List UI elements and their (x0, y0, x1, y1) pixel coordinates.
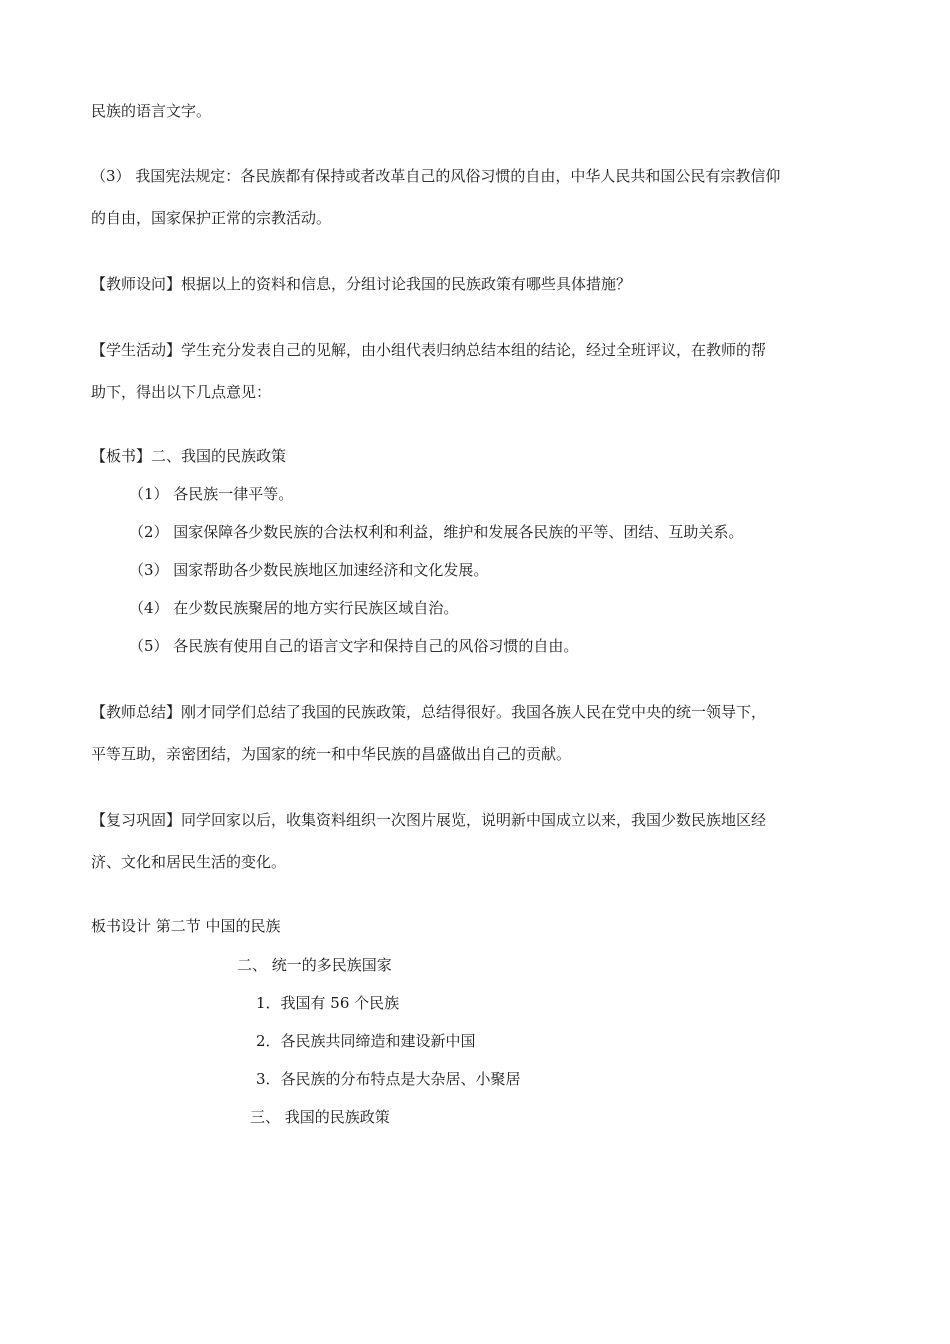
policy-item: （5） 各民族有使用自己的语言文字和保持自己的风俗习惯的自由。 (129, 637, 579, 655)
board-design-section-3: 三、 我国的民族政策 (250, 1108, 390, 1126)
board-design-item: 1．我国有 56 个民族 (256, 994, 400, 1012)
teacher-summary-line-1: 【教师总结】刚才同学们总结了我国的民族政策，总结得很好。我国各族人民在党中央的统一领导下， (91, 703, 767, 721)
teacher-summary-line-2: 平等互助，亲密团结，为国家的统一和中华民族的昌盛做出自己的贡献。 (91, 745, 572, 763)
board-heading: 【板书】二、我国的民族政策 (91, 447, 287, 465)
constitution-paragraph-line-2: 的自由，国家保护正常的宗教活动。 (91, 209, 332, 227)
review-line-2: 济、文化和居民生活的变化。 (91, 853, 287, 871)
board-design-section-2: 二、 统一的多民族国家 (237, 956, 392, 974)
board-design-title: 板书设计 第二节 中国的民族 (91, 917, 281, 935)
policy-item: （1） 各民族一律平等。 (129, 485, 294, 503)
review-line-1: 【复习巩固】同学回家以后，收集资料组织一次图片展览，说明新中国成立以来，我国少数民族地区经 (91, 811, 767, 829)
teacher-question: 【教师设问】根据以上的资料和信息，分组讨论我国的民族政策有哪些具体措施？ (91, 275, 632, 293)
constitution-paragraph-line-1: （3） 我国宪法规定：各民族都有保持或者改革自己的风俗习惯的自由，中华人民共和国公民有宗教信仰 (91, 167, 781, 185)
policy-item: （2） 国家保障各少数民族的合法权利和利益，维护和发展各民族的平等、团结、互助关系。 (129, 523, 744, 541)
student-activity-line-1: 【学生活动】学生充分发表自己的见解，由小组代表归纳总结本组的结论，经过全班评议，在教师的帮 (91, 341, 767, 359)
board-design-item: 3．各民族的分布特点是大杂居、小聚居 (256, 1070, 521, 1088)
policy-item: （3） 国家帮助各少数民族地区加速经济和文化发展。 (129, 561, 489, 579)
student-activity-line-2: 助下，得出以下几点意见： (91, 383, 272, 401)
paragraph-continuation: 民族的语言文字。 (91, 102, 212, 120)
board-design-item: 2．各民族共同缔造和建设新中国 (256, 1032, 476, 1050)
policy-item: （4） 在少数民族聚居的地方实行民族区域自治。 (129, 599, 459, 617)
